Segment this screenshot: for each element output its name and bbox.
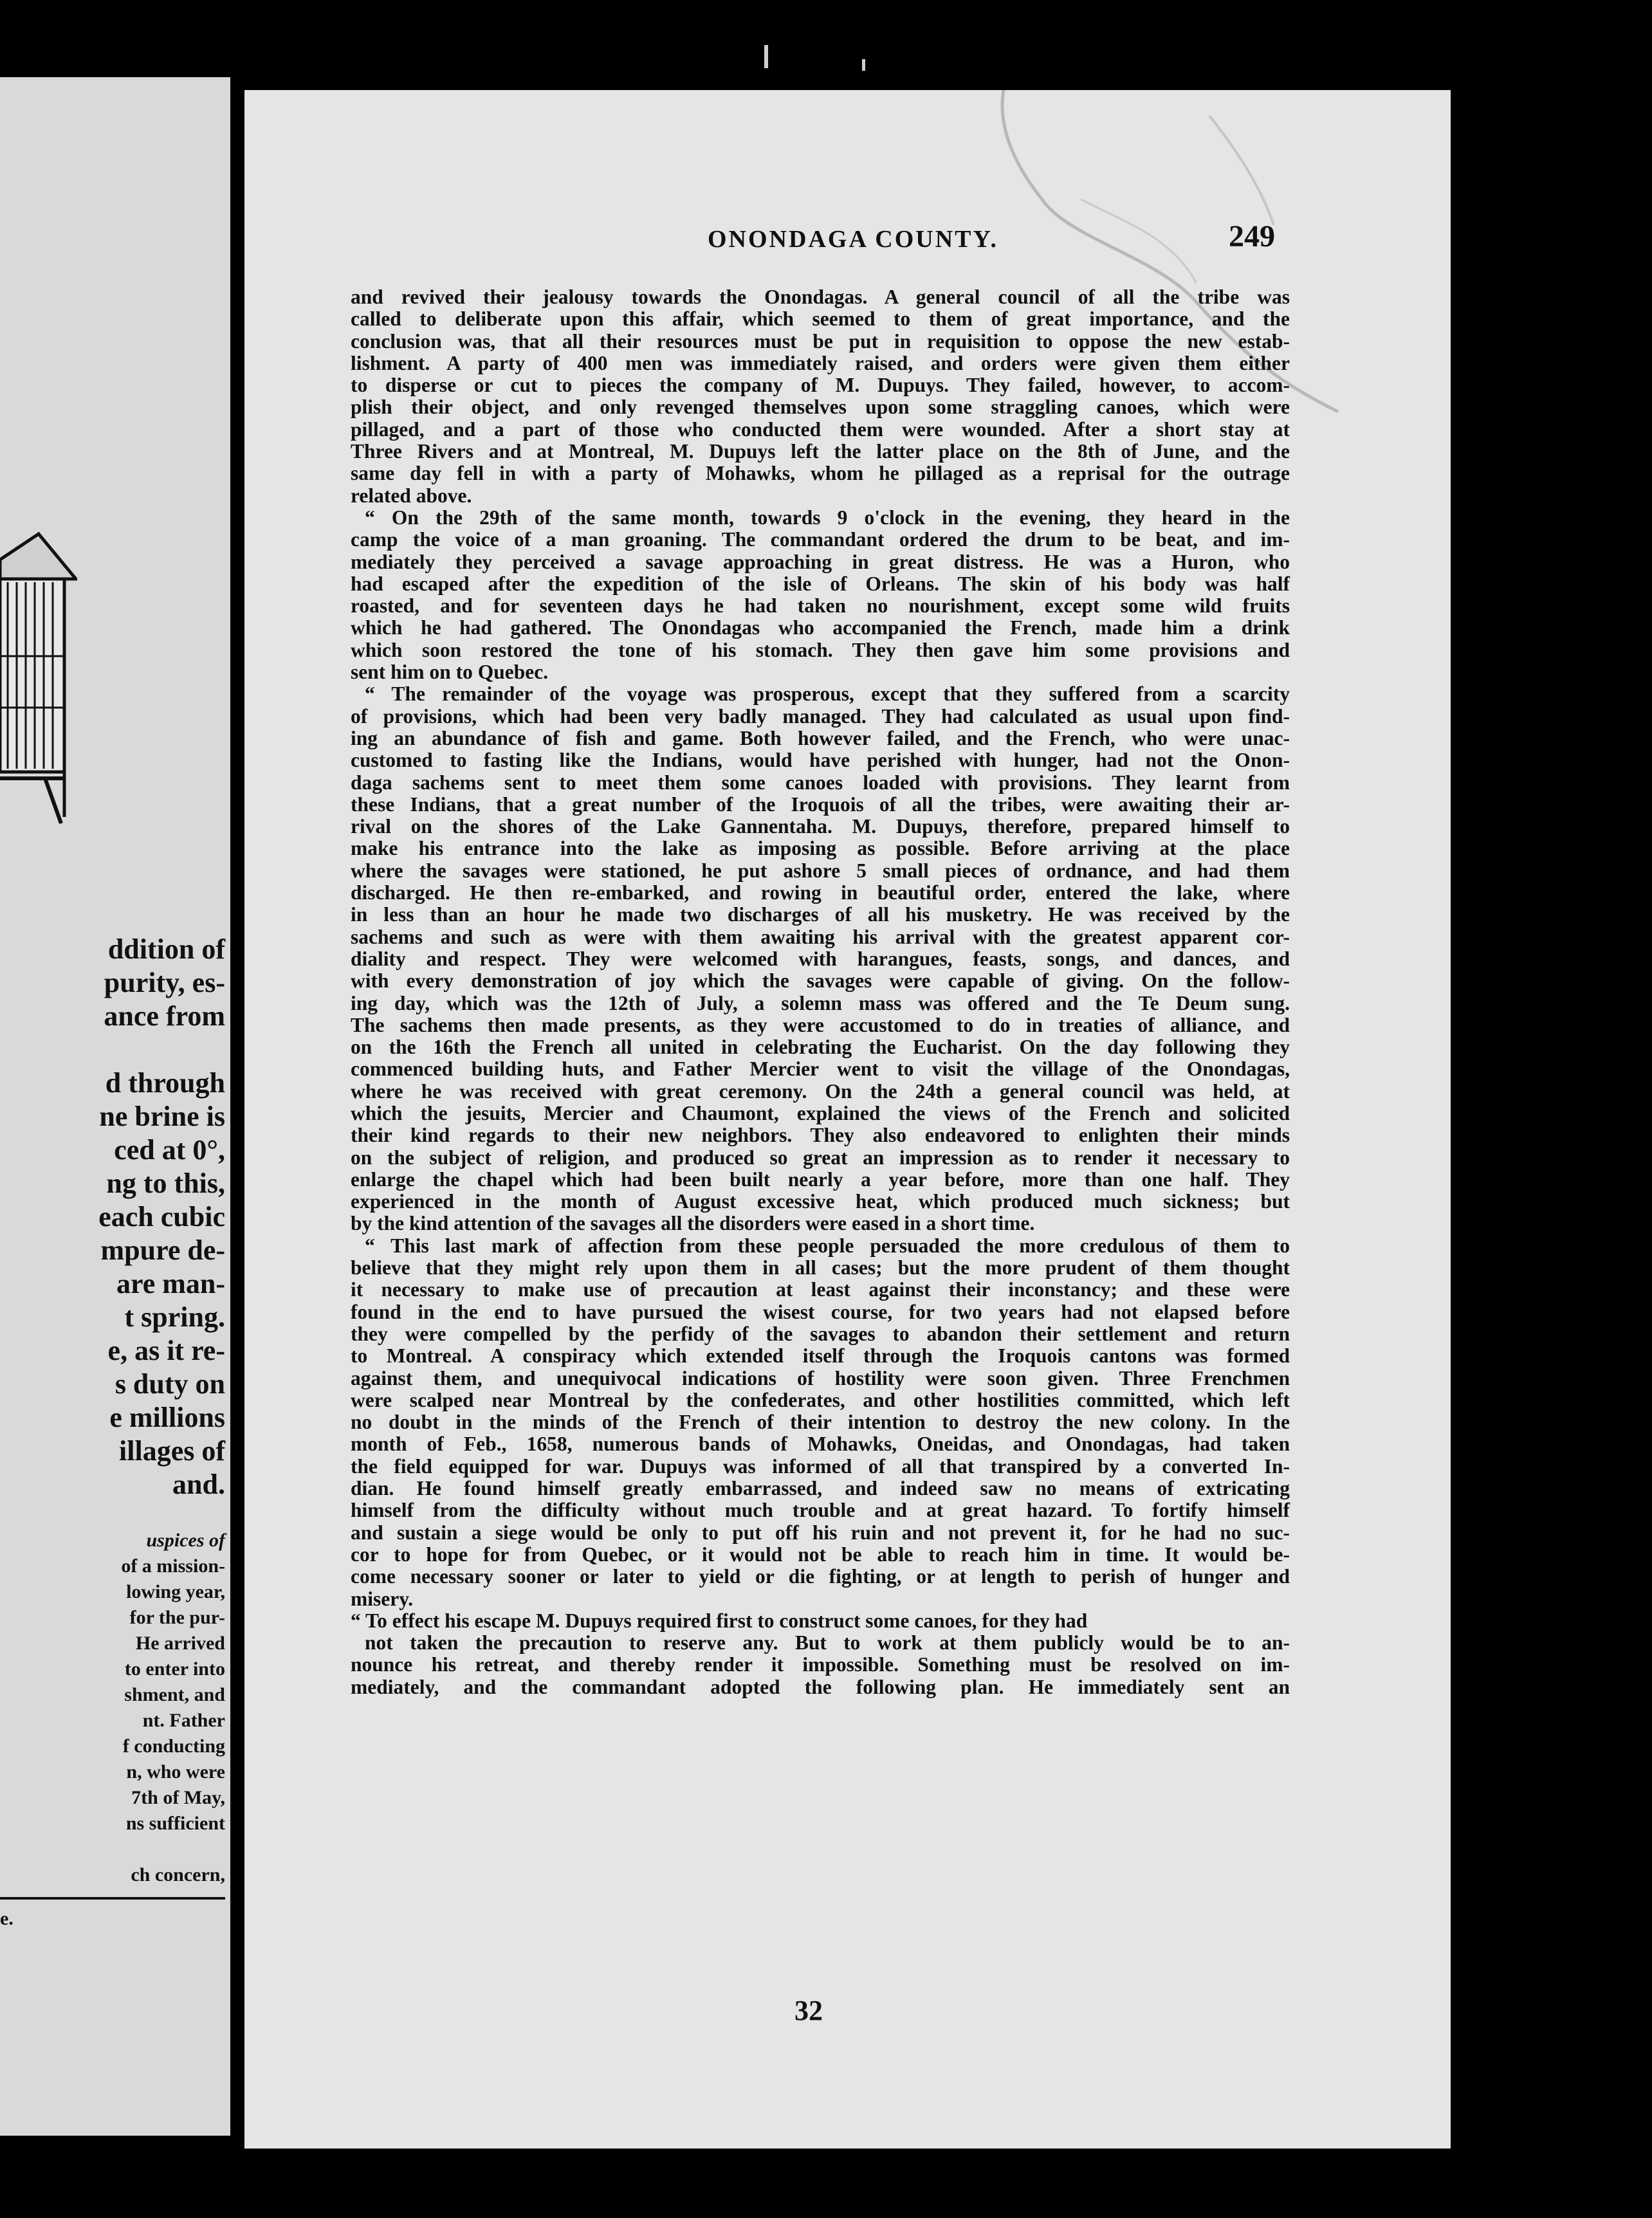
left-page	[0, 77, 230, 2136]
text-line: diality and respect. They were welcomed with harangues, feasts, songs, and dances, and	[351, 947, 1290, 970]
text-line: where the savages were stationed, he put ashore 5 small pieces of ordnance, and had them	[351, 859, 1290, 882]
text-line: come necessary sooner or later to yield or die fighting, or at length to perish of hunger and	[351, 1565, 1290, 1588]
left-small-line: f conducting	[122, 1736, 225, 1757]
left-fragment-line: t spring.	[124, 1301, 225, 1333]
text-line: daga sachems sent to meet them some canoes loaded with provisions. They learnt from	[351, 771, 1290, 794]
text-line: had escaped after the expedition of the isle of Orleans. The skin of his body was half	[351, 572, 1290, 595]
text-line: on the 16th the French all united in celebrating the Eucharist. On the day following they	[351, 1036, 1290, 1059]
text-line: no doubt in the minds of the French of their intention to destroy the new colony. In the	[351, 1411, 1290, 1434]
text-line: against them, and unequivocal indications of hostility were soon given. Three Frenchmen	[351, 1366, 1290, 1389]
text-line: Three Rivers and at Montreal, M. Dupuys left the latter place on the 8th of June, and the	[351, 440, 1290, 463]
text-line: nounce his retreat, and thereby render it impossible. Something must be resolved on im-	[351, 1653, 1290, 1676]
left-fragment-line	[0, 1033, 225, 1067]
text-line: these Indians, that a great number of the Iroquois of all the tribes, were awaiting their ar-	[351, 793, 1290, 816]
text-line: same day fell in with a party of Mohawks, whom he pillaged as a reprisal for the outrage	[351, 462, 1290, 485]
text-line: to Montreal. A conspiracy which extended itself through the Iroquois cantons was formed	[351, 1344, 1290, 1368]
text-line: misery.	[351, 1587, 414, 1610]
signature-mark: 32	[794, 1995, 823, 2026]
left-fragment-line: ance from	[104, 1000, 225, 1032]
left-fragment-line: and.	[172, 1469, 225, 1500]
text-line: make his entrance into the lake as imposing as possible. Before arriving at the place	[351, 837, 1290, 860]
text-line: related above.	[351, 484, 472, 507]
text-line: which he had gathered. The Onondagas who accompanied the French, made him a drink	[351, 616, 1290, 639]
left-fragment-line: illages of	[119, 1435, 225, 1467]
text-line: on the subject of religion, and produced so great an impression as to render it necessary to	[351, 1146, 1290, 1169]
text-line: were scalped near Montreal by the confederates, and other hostilities committed, which left	[351, 1388, 1290, 1411]
top-edge-mark	[764, 45, 768, 68]
left-column-fragments	[0, 933, 225, 1501]
text-line: conclusion was, that all their resources must be put in requisition to oppose the new estab-	[351, 329, 1290, 353]
left-small-line: 7th of May,	[131, 1787, 225, 1808]
left-fragment-line: each cubic	[98, 1201, 225, 1233]
text-line: enlarge the chapel which had been built nearly a year before, more than one half. They	[351, 1168, 1290, 1191]
text-line: experienced in the month of August excessive heat, which produced much sickness; but	[351, 1190, 1290, 1213]
left-fragment-line: d through	[105, 1067, 225, 1099]
text-line: where he was received with great ceremony. On the 24th a general council was held, at	[351, 1079, 1290, 1103]
text-line: himself from the difficulty without much trouble and at great hazard. To fortify himself	[351, 1499, 1290, 1522]
text-line: roasted, and for seventeen days he had taken no nourishment, except some wild fruits	[351, 594, 1290, 618]
page-gutter	[230, 64, 244, 2155]
text-line: “ The remainder of the voyage was prosperous, except that they suffered from a scarcity	[365, 683, 1290, 706]
text-line: discharged. He then re-embarked, and rowing in beautiful order, entered the lake, where	[351, 881, 1290, 904]
left-small-line: He arrived	[135, 1633, 225, 1654]
left-fragment-line: e millions	[109, 1402, 225, 1433]
text-line: camp the voice of a man groaning. The commandant ordered the drum to be beat, and im-	[351, 528, 1290, 551]
text-line: lishment. A party of 400 men was immediately raised, and orders were given them either	[351, 351, 1290, 374]
left-small-line: lowing year,	[126, 1581, 225, 1602]
text-line: by the kind attention of the savages all the disorders were eased in a short time.	[351, 1212, 1035, 1235]
left-fragment-line: ddition of	[107, 933, 225, 965]
running-head	[244, 219, 1451, 270]
text-line: customed to fasting like the Indians, would have perished with hunger, had not the Onon-	[351, 749, 1290, 772]
left-small-line: to enter into	[124, 1658, 225, 1680]
text-line: and sustain a siege would be only to put off his ruin and not prevent it, for he had no suc-	[351, 1521, 1290, 1544]
left-fragment-line: ng to this,	[106, 1168, 225, 1199]
text-line: to disperse or cut to pieces the company of M. Dupuys. They failed, however, to accom-	[351, 374, 1290, 397]
text-line: pillaged, and a part of those who conducted them were wounded. After a short stay at	[351, 417, 1290, 441]
text-line: rival on the shores of the Lake Gannentaha. M. Dupuys, therefore, prepared himself to	[351, 815, 1290, 838]
left-fragment-line: purity, es-	[104, 967, 225, 998]
left-fragment-line: e, as it re-	[107, 1335, 225, 1366]
text-line: mediately they perceived a savage approaching in great distress. He was a Huron, who	[351, 550, 1290, 573]
text-line: sachems and such as were with them awaiting his arrival with the greatest apparent cor-	[351, 925, 1290, 948]
text-line: plish their object, and only revenged themselves upon some straggling canoes, which were	[351, 396, 1290, 419]
text-line: ing day, which was the 12th of July, a solemn mass was offered and the Te Deum sung.	[351, 991, 1290, 1014]
left-end-fragment: e.	[0, 1908, 14, 1929]
left-fragment-line: s duty on	[115, 1368, 225, 1400]
text-line: not taken the precaution to reserve any. But to work at them publicly would be to an-	[365, 1631, 1290, 1654]
text-line: sent him on to Quebec.	[351, 661, 549, 684]
left-small-line: of a mission-	[121, 1555, 225, 1577]
text-line: and revived their jealousy towards the Onondagas. A general council of all the tribe was	[351, 286, 1290, 308]
left-small-line	[0, 1837, 225, 1862]
left-small-line: ch concern,	[131, 1864, 225, 1885]
left-small-line: shment, and	[124, 1684, 225, 1705]
text-line: called to deliberate upon this affair, which seemed to them of great importance, and the	[351, 307, 1290, 331]
right-page	[244, 90, 1451, 2149]
text-line: “ On the 29th of the same month, towards 9 o'clock in the evening, they heard in the	[365, 506, 1290, 529]
text-line: found in the end to have pursued the wisest course, for two years had not elapsed before	[351, 1300, 1290, 1323]
left-small-line: nt. Father	[142, 1710, 225, 1731]
text-line: month of Feb., 1658, numerous bands of Mohawks, Oneidas, and Onondagas, had taken	[351, 1433, 1290, 1456]
left-fragment-line: are man-	[116, 1268, 225, 1299]
text-line: “ To effect his escape M. Dupuys required first to construct some canoes, for they had	[351, 1609, 1088, 1632]
text-line: dian. He found himself greatly embarrassed, and indeed saw no means of extricating	[351, 1477, 1290, 1500]
left-fragment-line: mpure de-	[100, 1234, 225, 1266]
left-small-line: for the pur-	[129, 1607, 225, 1628]
body-text	[351, 286, 1290, 1698]
text-line: mediately, and the commandant adopted the following plan. He immediately sent an	[351, 1675, 1290, 1698]
text-line: commenced building huts, and Father Mercier went to visit the village of the Onondagas,	[351, 1058, 1290, 1081]
text-line: which the jesuits, Mercier and Chaumont, explained the views of the French and solicited	[351, 1101, 1290, 1124]
left-small-heading: uspices of	[146, 1530, 225, 1551]
text-line: with every demonstration of joy which the savages were capable of giving. On the follow-	[351, 969, 1290, 993]
text-line: the field equipped for war. Dupuys was informed of all that transpired by a converted In-	[351, 1454, 1290, 1478]
text-line: of provisions, which had been very badly managed. They had calculated as usual upon find-	[351, 704, 1290, 728]
text-line: ing an abundance of fish and game. Both however failed, and the French, who were unac-	[351, 726, 1290, 749]
text-line: “ This last mark of affection from these people persuaded the more credulous of them to	[365, 1234, 1290, 1257]
running-title: ONONDAGA COUNTY.	[708, 226, 998, 253]
top-edge-mark-small	[862, 59, 865, 71]
left-fragment-line: ced at 0°,	[114, 1134, 225, 1166]
building-illustration	[0, 495, 77, 830]
left-small-text	[0, 1528, 225, 1932]
text-line: their kind regards to their new neighbors. They also endeavored to enlighten their minds	[351, 1124, 1290, 1147]
text-line: which soon restored the tone of his stomach. They then gave him some provisions and	[351, 638, 1290, 661]
page-number: 249	[1229, 219, 1275, 253]
text-line: The sachems then made presents, as they were accustomed to do in treaties of alliance, and	[351, 1013, 1290, 1036]
left-fragment-line: ne brine is	[99, 1101, 225, 1132]
text-line: in less than an hour he made two discharges of all his musketry. He was received by the	[351, 903, 1290, 926]
left-small-line: ns sufficient	[125, 1813, 225, 1834]
left-small-line: n, who were	[126, 1761, 225, 1783]
left-divider	[0, 1897, 225, 1900]
text-line: believe that they might rely upon them in all cases; but the more prudent of them thought	[351, 1256, 1290, 1279]
text-line: it necessary to make use of precaution at least against their inconstancy; and these were	[351, 1278, 1290, 1301]
text-line: they were compelled by the perfidy of the savages to abandon their settlement and return	[351, 1322, 1290, 1345]
text-line: cor to hope for from Quebec, or it would not be able to reach him in time. It would be-	[351, 1543, 1290, 1566]
